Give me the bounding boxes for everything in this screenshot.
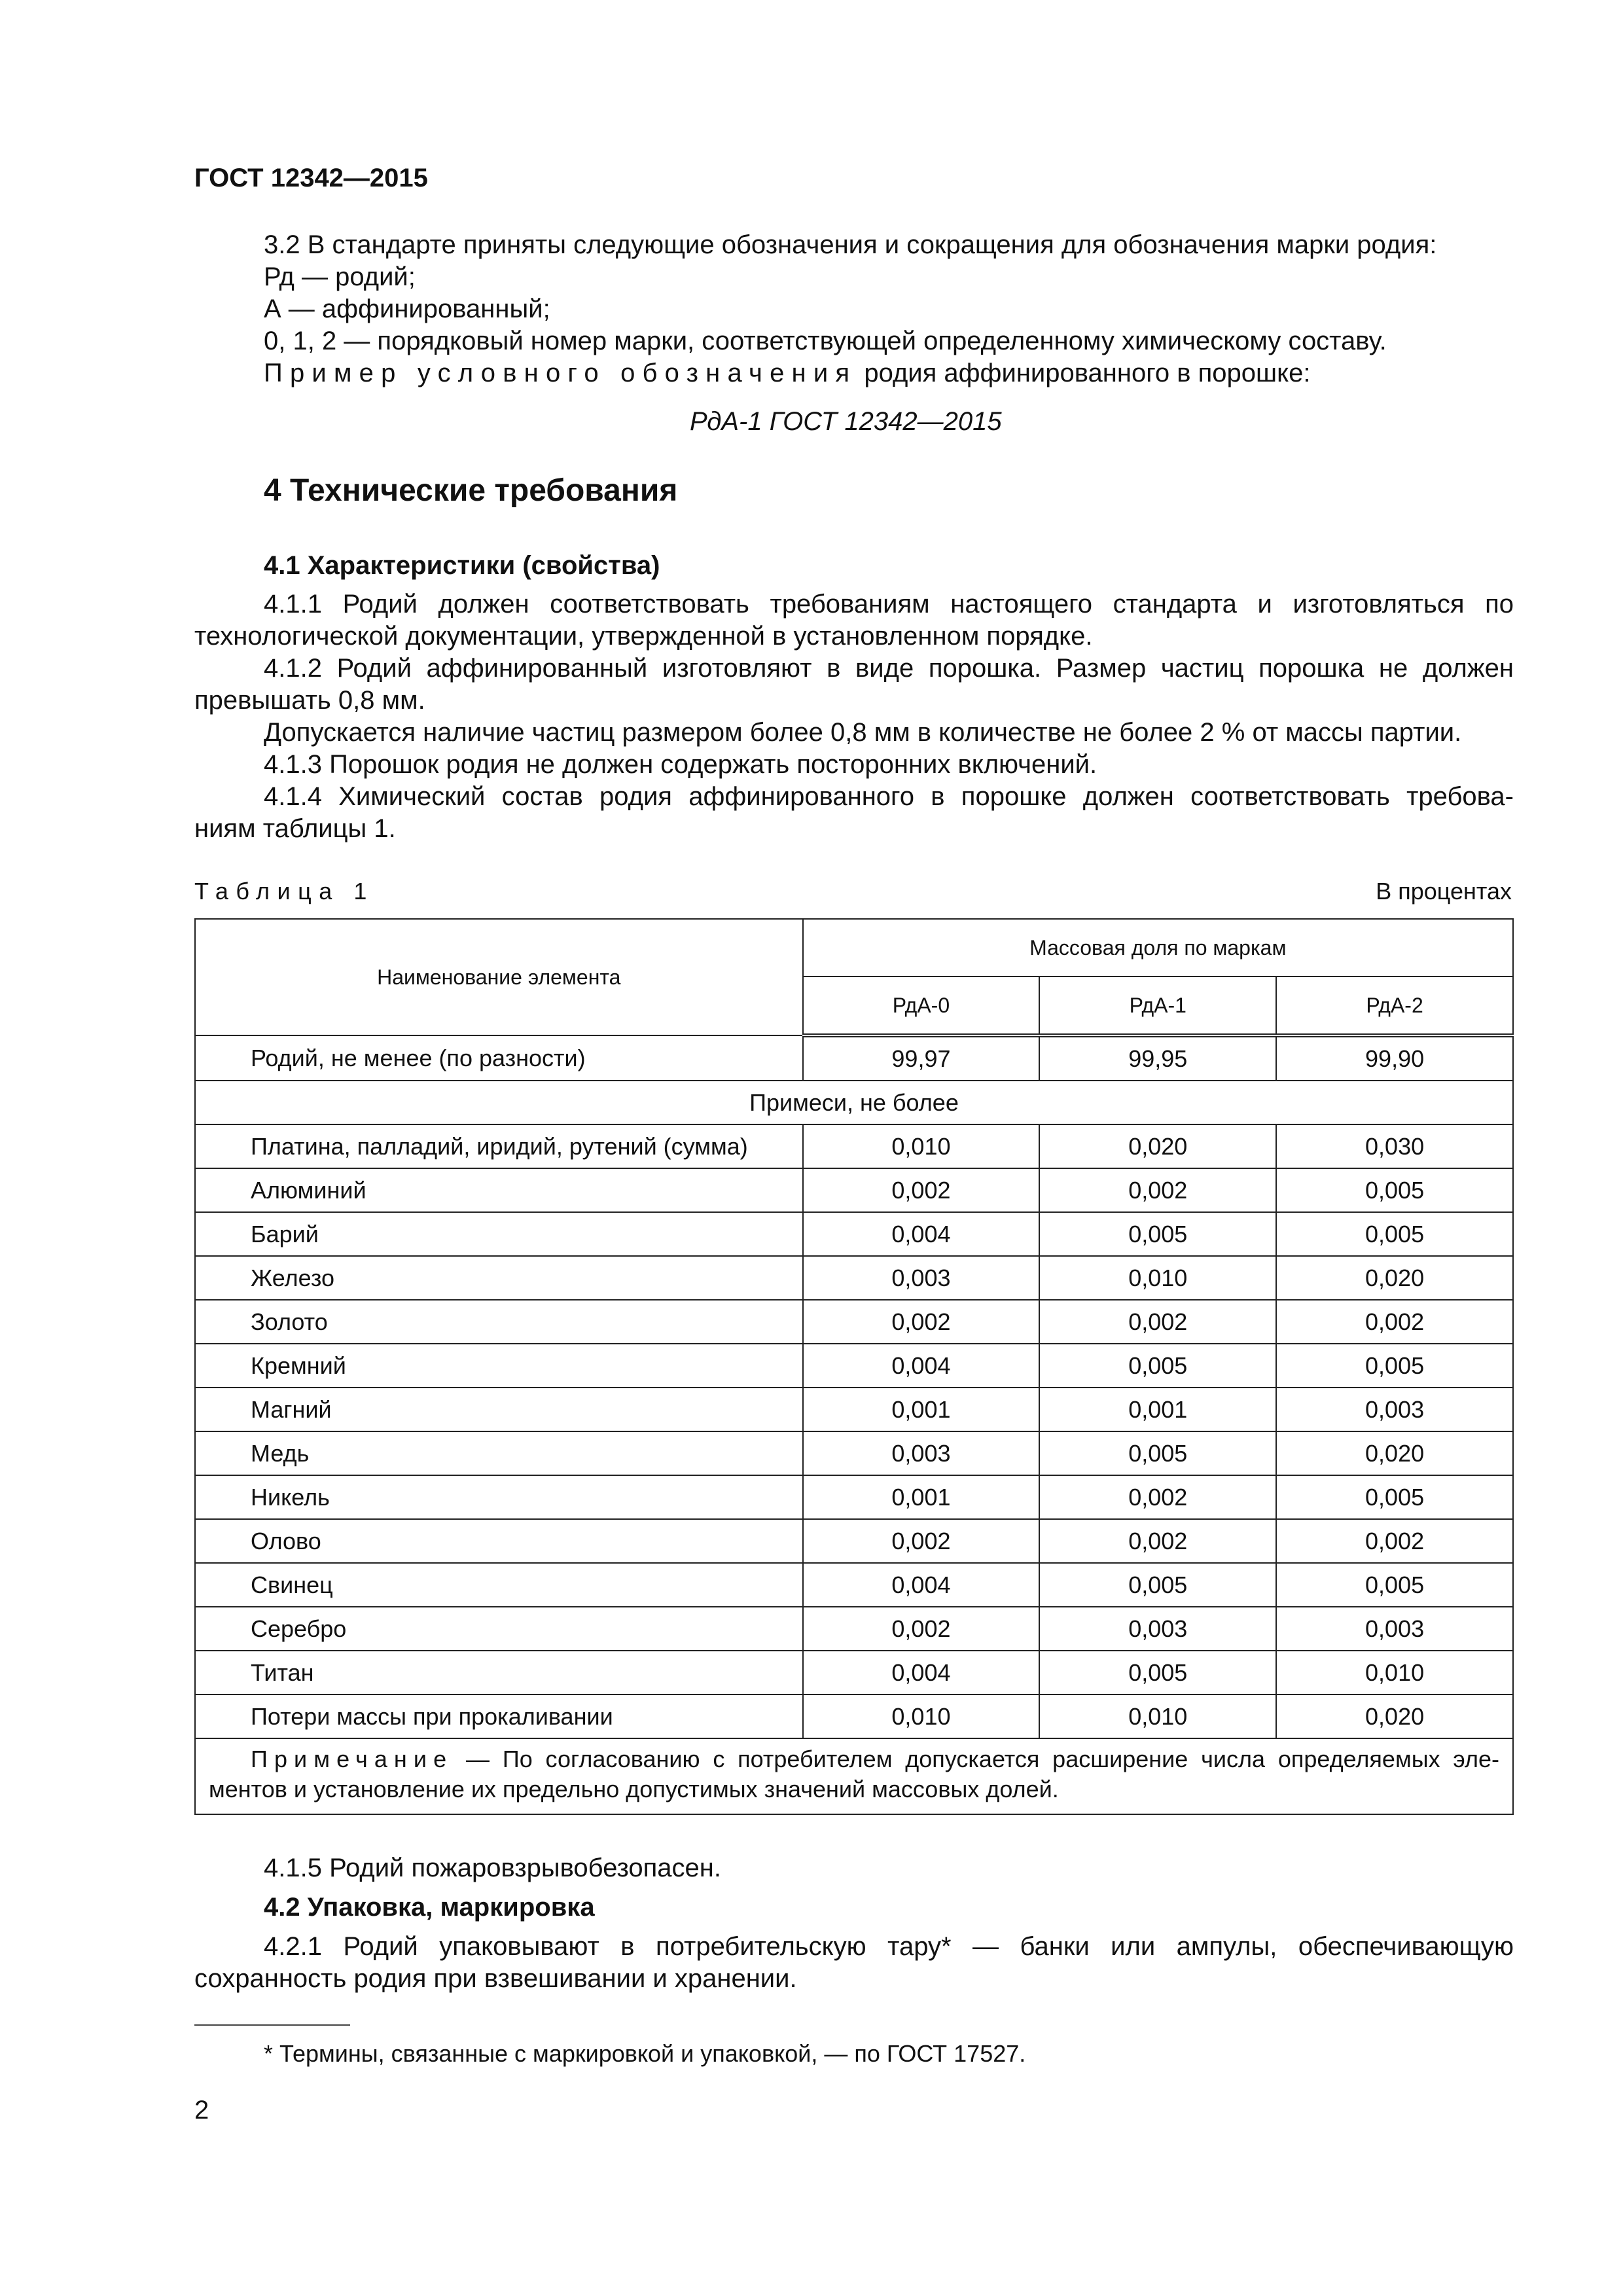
footnote: * Термины, связанные с маркировкой и упаковкой, — по ГОСТ 17527. <box>264 2040 1026 2067</box>
note-label: Примечание <box>251 1746 454 1772</box>
table-row <box>195 1300 1513 1344</box>
section-4-2-title: 4.2 Упаковка, маркировка <box>264 1893 595 1922</box>
cell-value: 0,005 <box>1276 1344 1513 1388</box>
cell-value: 0,020 <box>1276 1431 1513 1475</box>
column-group-header: Массовая доля по маркам <box>803 919 1513 977</box>
cell-value: 0,005 <box>1276 1563 1513 1607</box>
table-note-row <box>195 1738 1513 1814</box>
table-row <box>195 1431 1513 1475</box>
table-row <box>195 1563 1513 1607</box>
table-row <box>195 1695 1513 1738</box>
cell-name: Серебро <box>195 1607 803 1651</box>
paragraph-4-2-1-cont: сохранность родия при взвешивании и хранении. <box>194 1964 797 1993</box>
cell-value: 0,002 <box>803 1168 1040 1212</box>
cell-value: 0,002 <box>803 1607 1040 1651</box>
cell-value: 0,003 <box>803 1431 1040 1475</box>
abbr-a: А — аффинированный; <box>264 295 550 323</box>
cell-value: 0,005 <box>1039 1212 1276 1256</box>
cell-value: 0,030 <box>1276 1124 1513 1168</box>
table-row-rhodium <box>195 1035 1513 1081</box>
cell-value: 99,90 <box>1276 1035 1513 1081</box>
example-label: Пример условного обозначения <box>264 359 857 387</box>
example-designation: РдА-1 ГОСТ 12342—2015 <box>690 407 1002 436</box>
cell-name: Железо <box>195 1256 803 1300</box>
table-row <box>195 1475 1513 1519</box>
paragraph-4-1-2-extra: Допускается наличие частиц размером более 0,8 мм в количестве не более 2 % от массы партии. <box>264 718 1462 747</box>
document-header: ГОСТ 12342—2015 <box>194 164 428 192</box>
cell-name: Магний <box>195 1388 803 1431</box>
cell-value: 0,005 <box>1039 1563 1276 1607</box>
cell-name: Никель <box>195 1475 803 1519</box>
paragraph-4-1-5: 4.1.5 Родий пожаровзрывобезопасен. <box>264 1854 721 1882</box>
cell-value: 99,95 <box>1039 1035 1276 1081</box>
example-line <box>264 357 1514 389</box>
abbr-num: 0, 1, 2 — порядковый номер марки, соответствующей определенному химическому составу. <box>264 327 1387 355</box>
cell-value: 0,002 <box>1276 1519 1513 1563</box>
cell-value: 0,005 <box>1039 1651 1276 1695</box>
cell-value: 0,002 <box>1039 1300 1276 1344</box>
cell-value: 0,003 <box>1276 1388 1513 1431</box>
table-1-unit: В процентах <box>1376 878 1512 905</box>
section-4-1-body <box>194 588 1514 845</box>
cell-value: 0,020 <box>1039 1124 1276 1168</box>
section-4-2-body <box>194 1931 1514 1995</box>
cell-value: 0,010 <box>803 1695 1040 1738</box>
table-subheader-row <box>195 1081 1513 1124</box>
cell-name: Барий <box>195 1212 803 1256</box>
cell-value: 99,97 <box>803 1035 1040 1081</box>
note-text-cont: ментов и установление их предельно допустимых значений массовых долей. <box>209 1776 1059 1803</box>
note-text: — По согласованию с потребителем допускается расширение числа определяемых эле- <box>453 1746 1499 1772</box>
impurity-rows <box>195 1124 1513 1738</box>
cell-value: 0,003 <box>1039 1607 1276 1651</box>
column-header-grade-0: РдА-0 <box>803 977 1040 1035</box>
cell-name: Золото <box>195 1300 803 1344</box>
table-1-label: Таблица 1 <box>194 878 374 905</box>
cell-name: Кремний <box>195 1344 803 1388</box>
table-1 <box>194 918 1514 1815</box>
table-row <box>195 1344 1513 1388</box>
cell-value: 0,001 <box>1039 1388 1276 1431</box>
table-row <box>195 1168 1513 1212</box>
cell-value: 0,005 <box>1276 1168 1513 1212</box>
column-header-grade-2: РдА-2 <box>1276 977 1513 1035</box>
cell-name: Олово <box>195 1519 803 1563</box>
cell-value: 0,005 <box>1276 1475 1513 1519</box>
cell-name: Медь <box>195 1431 803 1475</box>
cell-name: Алюминий <box>195 1168 803 1212</box>
cell-value: 0,005 <box>1276 1212 1513 1256</box>
cell-value: 0,004 <box>803 1651 1040 1695</box>
paragraph-4-1-4: 4.1.4 Химический состав родия аффинированного в порошке должен соответствовать требова- <box>264 782 1514 811</box>
column-header-element: Наименование элемента <box>195 919 803 1035</box>
paragraph-4-1-2-cont: превышать 0,8 мм. <box>194 686 425 715</box>
cell-name: Потери массы при прокаливании <box>195 1695 803 1738</box>
footnote-separator <box>194 2024 350 2026</box>
section-4-1-title: 4.1 Характеристики (свойства) <box>264 551 660 580</box>
cell-value: 0,004 <box>803 1344 1040 1388</box>
table-note <box>195 1738 1513 1814</box>
cell-value: 0,002 <box>1276 1300 1513 1344</box>
table-row <box>195 1388 1513 1431</box>
cell-value: 0,001 <box>803 1475 1040 1519</box>
cell-value: 0,001 <box>803 1388 1040 1431</box>
cell-value: 0,005 <box>1039 1431 1276 1475</box>
paragraph-4-1-2: 4.1.2 Родий аффинированный изготовляют в виде порошка. Размер частиц порошка не должен <box>264 654 1514 683</box>
cell-value: 0,010 <box>1039 1695 1276 1738</box>
table-row <box>195 1124 1513 1168</box>
cell-value: 0,020 <box>1276 1695 1513 1738</box>
cell-value: 0,003 <box>803 1256 1040 1300</box>
table-row <box>195 1256 1513 1300</box>
cell-value: 0,004 <box>803 1212 1040 1256</box>
paragraph-3-2: 3.2 В стандарте приняты следующие обозначения и сокращения для обозначения марки родия: <box>264 230 1437 259</box>
example-rest: родия аффинированного в порошке: <box>857 359 1311 387</box>
paragraph-4-2-1: 4.2.1 Родий упаковывают в потребительскую тару* — банки или ампулы, обеспечивающую <box>264 1932 1514 1961</box>
cell-value: 0,002 <box>803 1519 1040 1563</box>
cell-name: Титан <box>195 1651 803 1695</box>
section-3-2 <box>194 229 1514 389</box>
cell-value: 0,004 <box>803 1563 1040 1607</box>
column-header-grade-1: РдА-1 <box>1039 977 1276 1035</box>
cell-value: 0,002 <box>1039 1475 1276 1519</box>
impurities-subheader: Примеси, не более <box>195 1081 1513 1124</box>
paragraph-4-1-3: 4.1.3 Порошок родия не должен содержать посторонних включений. <box>264 750 1097 779</box>
cell-value: 0,010 <box>1276 1651 1513 1695</box>
table-row <box>195 1212 1513 1256</box>
cell-name: Родий, не менее (по разности) <box>195 1035 803 1081</box>
table-row <box>195 1651 1513 1695</box>
cell-value: 0,003 <box>1276 1607 1513 1651</box>
cell-name: Платина, палладий, иридий, рутений (сумма) <box>195 1124 803 1168</box>
table-row <box>195 1607 1513 1651</box>
cell-value: 0,002 <box>1039 1168 1276 1212</box>
page-number: 2 <box>194 2096 209 2125</box>
paragraph-4-1-1: 4.1.1 Родий должен соответствовать требованиям настоящего стандарта и изготовляться по <box>264 590 1514 619</box>
abbr-rd: Рд — родий; <box>264 262 416 291</box>
cell-value: 0,020 <box>1276 1256 1513 1300</box>
paragraph-4-1-4-cont: ниям таблицы 1. <box>194 814 396 843</box>
table-row <box>195 1519 1513 1563</box>
cell-value: 0,005 <box>1039 1344 1276 1388</box>
cell-value: 0,010 <box>1039 1256 1276 1300</box>
cell-name: Свинец <box>195 1563 803 1607</box>
cell-value: 0,002 <box>803 1300 1040 1344</box>
section-4-title: 4 Технические требования <box>264 473 678 508</box>
cell-value: 0,010 <box>803 1124 1040 1168</box>
cell-value: 0,002 <box>1039 1519 1276 1563</box>
paragraph-4-1-1-cont: технологической документации, утвержденной в установленном порядке. <box>194 622 1093 651</box>
